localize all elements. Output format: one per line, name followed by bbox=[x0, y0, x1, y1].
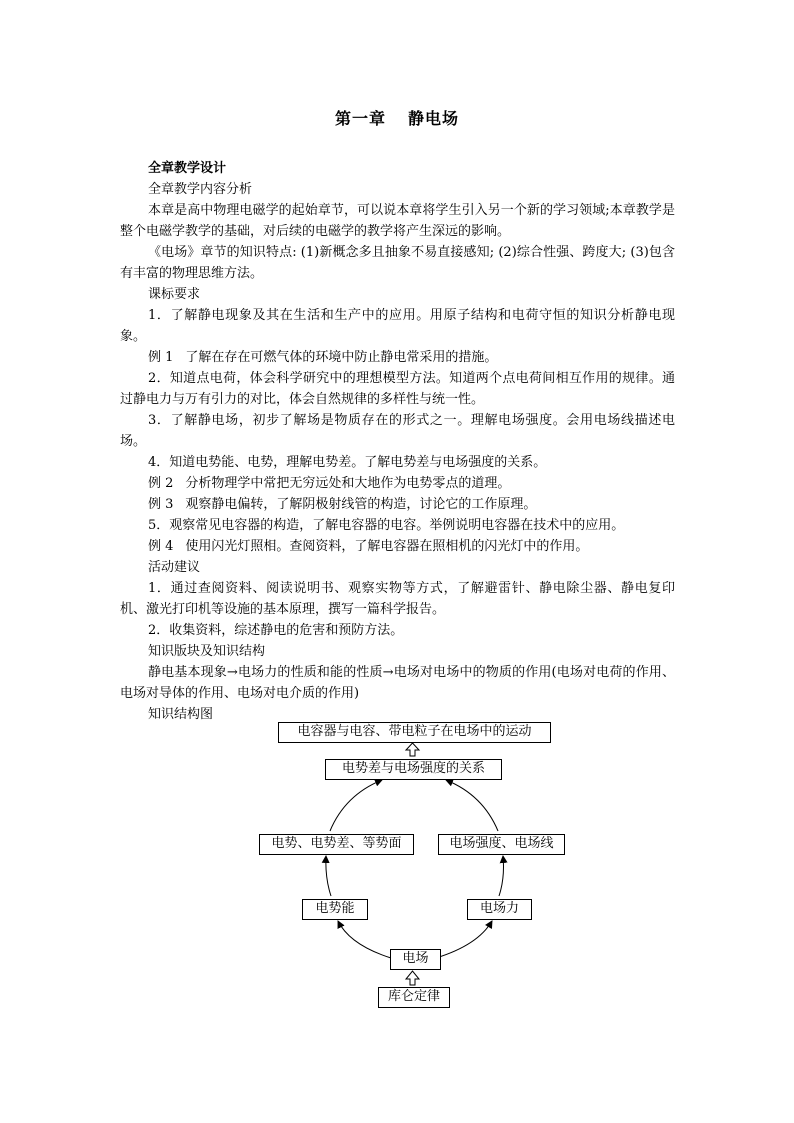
arc-field-to-left-low bbox=[338, 921, 391, 958]
standard-item-4: 4．知道电势能、电势，理解电势差。了解电势差与电场强度的关系。 bbox=[148, 455, 547, 470]
activity-item-1: 1．通过查阅资料、阅读说明书、观察实物等方式，了解避雷针、静电除尘器、静电复印机、激光打印机等设施的基本原理，撰写一篇科学报告。 bbox=[120, 581, 675, 617]
box-electric-force: 电场力 bbox=[467, 899, 532, 920]
box-potential-equipotential: 电势、电势差、等势面 bbox=[259, 834, 414, 855]
example-3-text: 观察静电偏转，了解阴极射线管的构造，讨论它的工作原理。 bbox=[185, 497, 537, 512]
analysis-paragraph-2: 《电场》章节的知识特点: (1)新概念多且抽象不易直接感知; (2)综合性强、跨度大; (3)包含有丰富的物理思维方法。 bbox=[120, 245, 675, 281]
chapter-name: 静电场 bbox=[408, 109, 460, 128]
chapter-number: 第一章 bbox=[334, 109, 386, 128]
arc-left-low-to-left-mid bbox=[326, 856, 331, 896]
arc-left-mid-to-relation bbox=[330, 780, 382, 831]
arc-right-mid-to-relation bbox=[446, 780, 498, 831]
activity-item-2: 2．收集资料，综述静电的危害和预防方法。 bbox=[148, 623, 404, 638]
example-1-label: 例 1 bbox=[148, 350, 174, 365]
box-coulomb-law: 库仑定律 bbox=[378, 987, 450, 1008]
diagram-heading: 知识结构图 bbox=[148, 707, 214, 722]
box-potential-energy: 电势能 bbox=[302, 899, 368, 920]
standards-heading: 课标要求 bbox=[148, 287, 201, 302]
design-heading: 全章教学设计 bbox=[148, 161, 227, 176]
example-2-label: 例 2 bbox=[148, 476, 174, 491]
arc-field-to-right-low bbox=[436, 921, 492, 958]
hollow-arrow-up-top bbox=[406, 743, 419, 756]
arc-right-low-to-right-mid bbox=[499, 856, 504, 896]
example-2-text: 分析物理学中常把无穷远处和大地作为电势零点的道理。 bbox=[185, 476, 511, 491]
standard-item-5: 5．观察常见电容器的构造，了解电容器的电容。举例说明电容器在技术中的应用。 bbox=[148, 518, 625, 533]
example-4-text: 使用闪光灯照相。查阅资料，了解电容器在照相机的闪光灯中的作用。 bbox=[185, 539, 589, 554]
activity-heading: 活动建议 bbox=[148, 560, 201, 575]
structure-heading: 知识版块及知识结构 bbox=[148, 644, 266, 659]
box-field-strength-lines: 电场强度、电场线 bbox=[438, 834, 565, 855]
hollow-arrow-up-field bbox=[406, 971, 419, 985]
standard-item-3: 3．了解静电场，初步了解场是物质存在的形式之一。理解电场强度。会用电场线描述电场。 bbox=[120, 413, 675, 449]
box-electric-field: 电场 bbox=[390, 949, 441, 970]
example-1-text: 了解在存在可燃气体的环境中防止静电常采用的措施。 bbox=[185, 350, 498, 365]
analysis-heading: 全章教学内容分析 bbox=[148, 182, 253, 197]
structure-paragraph: 静电基本现象→电场力的性质和能的性质→电场对电场中的物质的作用(电场对电荷的作用、电场对导体的作用、电场对电介质的作用) bbox=[120, 665, 675, 701]
analysis-paragraph-1: 本章是高中物理电磁学的起始章节，可以说本章将学生引入另一个新的学习领域;本章教学是整个电磁学教学的基础，对后续的电磁学的教学将产生深远的影响。 bbox=[120, 203, 675, 239]
standard-item-2: 2．知道点电荷，体会科学研究中的理想模型方法。知道两个点电荷间相互作用的规律。通过静电力与万有引力的对比，体会自然规律的多样性与统一性。 bbox=[120, 371, 675, 407]
example-4-label: 例 4 bbox=[148, 539, 174, 554]
box-potential-field-relation: 电势差与电场强度的关系 bbox=[325, 759, 502, 780]
box-capacitor-motion: 电容器与电容、带电粒子在电场中的运动 bbox=[278, 722, 551, 743]
example-3-label: 例 3 bbox=[148, 497, 174, 512]
standard-item-1: 1．了解静电现象及其在生活和生产中的应用。用原子结构和电荷守恒的知识分析静电现象。 bbox=[120, 308, 675, 344]
